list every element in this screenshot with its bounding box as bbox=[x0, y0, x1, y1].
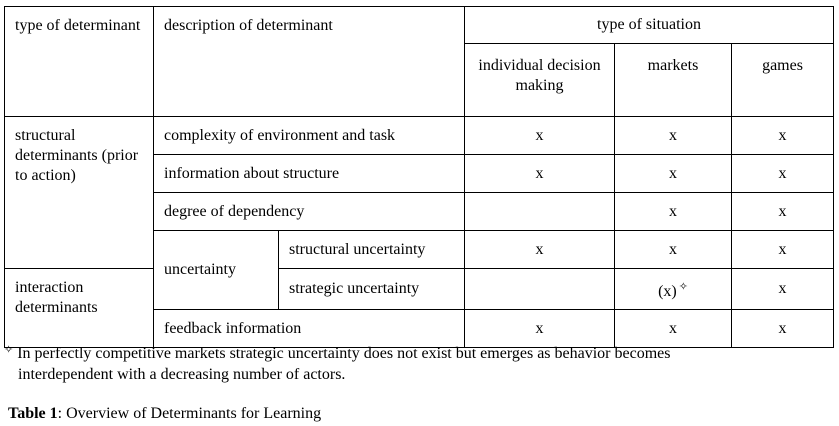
header-type-of-situation: type of situation bbox=[465, 7, 834, 44]
header-games: games bbox=[732, 44, 834, 117]
cell-games: x bbox=[732, 117, 834, 155]
row-description: strategic uncertainty bbox=[279, 269, 465, 310]
row-description: feedback information bbox=[154, 310, 465, 348]
caption-label: Table 1 bbox=[8, 405, 58, 422]
cell-markets: x bbox=[615, 193, 732, 231]
cell-markets: x bbox=[615, 155, 732, 193]
cell-individual bbox=[465, 193, 615, 231]
row-description: information about structure bbox=[154, 155, 465, 193]
cell-markets bbox=[615, 269, 732, 310]
footnote-line-2: interdependent with a decreasing number of actors. bbox=[18, 366, 346, 383]
footnote-marker-icon: ✧ bbox=[4, 344, 14, 356]
cell-markets: x bbox=[615, 310, 732, 348]
footnote-line-1: In perfectly competitive markets strategic uncertainty does not exist but emerges as behavior becomes bbox=[17, 345, 671, 362]
determinants-table bbox=[4, 6, 834, 348]
cell-individual: x bbox=[465, 231, 615, 269]
markets-value: (x) bbox=[658, 282, 677, 300]
cell-games: x bbox=[732, 231, 834, 269]
row-description: degree of dependency bbox=[154, 193, 465, 231]
header-individual-decision-making: individual decision making bbox=[465, 44, 615, 117]
cell-individual: x bbox=[465, 310, 615, 348]
caption-text: : Overview of Determinants for Learning bbox=[57, 405, 322, 422]
cell-games: x bbox=[732, 310, 834, 348]
group-interaction-determinants: interaction determinants bbox=[5, 269, 154, 348]
header-markets: markets bbox=[615, 44, 732, 117]
row-description: structural uncertainty bbox=[279, 231, 465, 269]
cell-individual: x bbox=[465, 155, 615, 193]
group-uncertainty: uncertainty bbox=[154, 231, 279, 310]
cell-individual: x bbox=[465, 117, 615, 155]
cell-games: x bbox=[732, 155, 834, 193]
header-type-of-determinant: type of determinant bbox=[5, 7, 154, 117]
cell-games: x bbox=[732, 269, 834, 310]
header-description-of-determinant: description of determinant bbox=[154, 7, 465, 117]
row-description: complexity of environment and task bbox=[154, 117, 465, 155]
group-structural-determinants: structural determinants (prior to action) bbox=[5, 117, 154, 269]
footnote-marker-icon: ✧ bbox=[678, 280, 688, 293]
cell-markets: x bbox=[615, 117, 732, 155]
cell-markets: x bbox=[615, 231, 732, 269]
table-footnote bbox=[4, 340, 814, 385]
cell-games: x bbox=[732, 193, 834, 231]
cell-individual bbox=[465, 269, 615, 310]
table-caption bbox=[8, 405, 321, 423]
